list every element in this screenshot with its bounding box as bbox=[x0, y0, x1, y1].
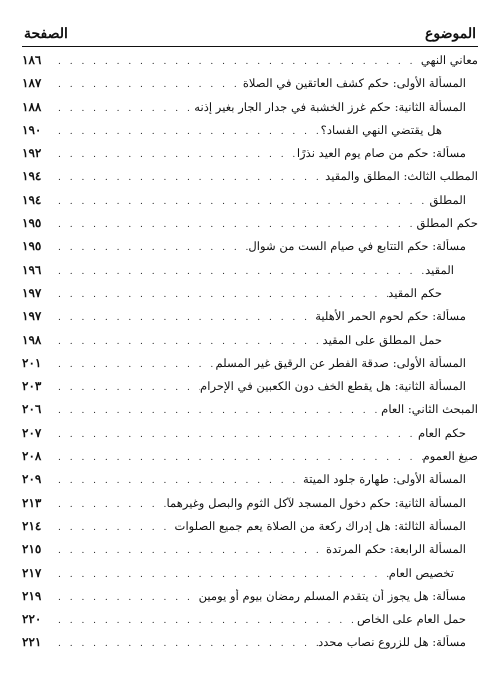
dot-leader bbox=[52, 243, 248, 253]
toc-entry-title: حكم العام bbox=[417, 425, 466, 440]
toc-entry-title: المسألة الثالثة: هل إدراك ركعة من الصلاة يعم جميع الصلوات bbox=[174, 518, 466, 533]
toc-entry-page: ٢٠٣ bbox=[22, 379, 42, 394]
dot-leader bbox=[52, 639, 318, 649]
dot-leader bbox=[52, 173, 325, 183]
dot-leader bbox=[52, 500, 166, 510]
toc-entry bbox=[22, 589, 478, 612]
toc-entry-title: المبحث الثاني: العام bbox=[381, 402, 478, 417]
toc-entry bbox=[22, 356, 478, 379]
toc-entry-title: حمل المطلق على المقيد bbox=[322, 332, 442, 347]
toc-entry-title: مسألة: حكم لحوم الحمر الأهلية bbox=[315, 309, 466, 324]
toc-entry bbox=[22, 542, 478, 565]
toc-entry bbox=[22, 263, 478, 286]
toc-entry bbox=[22, 123, 478, 146]
dot-leader bbox=[52, 616, 357, 626]
dot-leader bbox=[52, 337, 322, 347]
dot-leader bbox=[52, 313, 315, 323]
toc-entry bbox=[22, 146, 478, 169]
toc-entry bbox=[22, 169, 478, 192]
toc-entry-title: حكم المقيد bbox=[388, 285, 442, 300]
toc-entry-title: مسألة: هل يجوز أن يتقدم المسلم رمضان بيوم أو يومين bbox=[198, 588, 466, 603]
toc-entry-page: ١٨٦ bbox=[22, 53, 42, 67]
toc-entry bbox=[22, 216, 478, 239]
toc-entry bbox=[22, 239, 478, 262]
toc-entry-page: ٢٠٨ bbox=[22, 449, 42, 464]
toc-entry-page: ١٩٤ bbox=[22, 192, 42, 207]
dot-leader bbox=[52, 104, 194, 114]
toc-header bbox=[22, 26, 478, 46]
toc-entry-page: ٢٠٩ bbox=[22, 472, 42, 487]
toc-entry-page: ١٩٦ bbox=[22, 262, 42, 277]
toc-entry-page: ٢١٤ bbox=[22, 518, 42, 533]
toc-entry-title: المطلب الثالث: المطلق والمقيد bbox=[325, 169, 478, 184]
toc-entry-page: ١٨٧ bbox=[22, 76, 42, 91]
toc-entry-title: معاني النهي bbox=[420, 53, 478, 67]
toc-entry-page: ١٨٨ bbox=[22, 99, 42, 114]
toc-entry bbox=[22, 193, 478, 216]
toc-entry bbox=[22, 53, 478, 76]
dot-leader bbox=[52, 127, 321, 137]
dot-leader bbox=[52, 476, 303, 486]
toc-entry-title: حكم المطلق bbox=[416, 216, 478, 231]
toc-entry-title: مسألة: حكم التتابع في صيام الست من شوال bbox=[248, 239, 466, 254]
toc-entry-page: ١٩٢ bbox=[22, 146, 42, 161]
toc-entry-title: المطلق bbox=[429, 192, 466, 207]
toc-entry-page: ٢١٥ bbox=[22, 542, 42, 557]
toc-entry bbox=[22, 449, 478, 472]
toc-entry-page: ٢٢٠ bbox=[22, 612, 42, 627]
dot-leader bbox=[52, 80, 243, 90]
toc-entry-title: هل يقتضي النهي الفساد؟ bbox=[320, 122, 442, 137]
toc-entry bbox=[22, 402, 478, 425]
toc-entry bbox=[22, 426, 478, 449]
toc-entry-title: المسألة الأولى: حكم كشف العاتقين في الصلاة bbox=[242, 76, 466, 91]
header-rule bbox=[22, 46, 478, 47]
toc-entry-title: المسألة الثانية: حكم دخول المسجد لآكل الثوم والبصل وغيرهما bbox=[166, 495, 466, 510]
toc-entry bbox=[22, 566, 478, 589]
toc-entry-page: ٢٠٦ bbox=[22, 402, 42, 417]
toc-entry-page: ١٩٥ bbox=[22, 239, 42, 254]
toc-entry-title: حمل العام على الخاص bbox=[357, 612, 466, 627]
toc-entry-title: المسألة الثانية: هل يقطع الخف دون الكعبين في الإحرام bbox=[200, 379, 466, 394]
dot-leader bbox=[52, 570, 389, 580]
toc-entry-page: ١٩٠ bbox=[22, 122, 42, 137]
toc-entry-page: ٢١٣ bbox=[22, 495, 42, 510]
toc-entry bbox=[22, 286, 478, 309]
toc-entry-title: المسألة الأولى: طهارة جلود الميتة bbox=[303, 472, 466, 487]
dot-leader bbox=[52, 453, 423, 463]
toc-entry bbox=[22, 496, 478, 519]
dot-leader bbox=[52, 406, 381, 416]
toc-entry-page: ١٩٥ bbox=[22, 216, 42, 231]
toc-entry-page: ١٩٧ bbox=[22, 309, 42, 324]
dot-leader bbox=[52, 150, 297, 160]
toc-entry-page: ٢٠١ bbox=[22, 355, 42, 370]
toc-entry bbox=[22, 76, 478, 99]
dot-leader bbox=[52, 197, 430, 207]
toc-entry-title: المسألة الأولى: صدقة الفطر عن الرقيق غير المسلم bbox=[215, 355, 466, 370]
toc-entry bbox=[22, 333, 478, 356]
toc-entry-title: مسألة: حكم من صام يوم العيد نذرًا bbox=[296, 146, 466, 161]
toc-entry-title: المسألة الرابعة: حكم المرتدة bbox=[326, 542, 466, 557]
toc-entry-title: مسألة: هل للزروع نصاب محدد bbox=[318, 635, 466, 650]
toc-entry-page: ٢١٩ bbox=[22, 588, 42, 603]
dot-leader bbox=[52, 360, 215, 370]
toc-entry bbox=[22, 635, 478, 658]
toc-entry bbox=[22, 379, 478, 402]
toc-entry-page: ٢٠٧ bbox=[22, 425, 42, 440]
dot-leader bbox=[52, 546, 326, 556]
toc-entry-title: صيغ العموم bbox=[422, 449, 478, 464]
toc-entry-title: المسألة الثانية: حكم غرز الخشبة في جدار الجار بغير إذنه bbox=[194, 99, 466, 114]
toc-entry bbox=[22, 472, 478, 495]
toc-entry-page: ١٩٨ bbox=[22, 332, 42, 347]
toc-list bbox=[22, 53, 478, 659]
dot-leader bbox=[52, 57, 421, 67]
dot-leader bbox=[52, 267, 425, 277]
toc-entry bbox=[22, 612, 478, 635]
toc-entry-title: تخصيص العام bbox=[388, 565, 454, 580]
dot-leader bbox=[52, 290, 388, 300]
topic-column-label: الموضوع bbox=[425, 26, 476, 42]
toc-entry-title: المقيد bbox=[425, 262, 454, 277]
dot-leader bbox=[52, 383, 200, 393]
toc-entry-page: ١٩٧ bbox=[22, 285, 42, 300]
toc-entry bbox=[22, 100, 478, 123]
toc-entry-page: ٢١٧ bbox=[22, 565, 42, 580]
toc-entry-page: ٢٢١ bbox=[22, 635, 42, 650]
toc-page bbox=[22, 26, 478, 659]
dot-leader bbox=[52, 593, 199, 603]
dot-leader bbox=[52, 430, 418, 440]
dot-leader bbox=[52, 523, 175, 533]
toc-entry bbox=[22, 309, 478, 332]
dot-leader bbox=[52, 220, 417, 230]
toc-entry-page: ١٩٤ bbox=[22, 169, 42, 184]
page-column-label: الصفحة bbox=[24, 26, 68, 42]
toc-entry bbox=[22, 519, 478, 542]
